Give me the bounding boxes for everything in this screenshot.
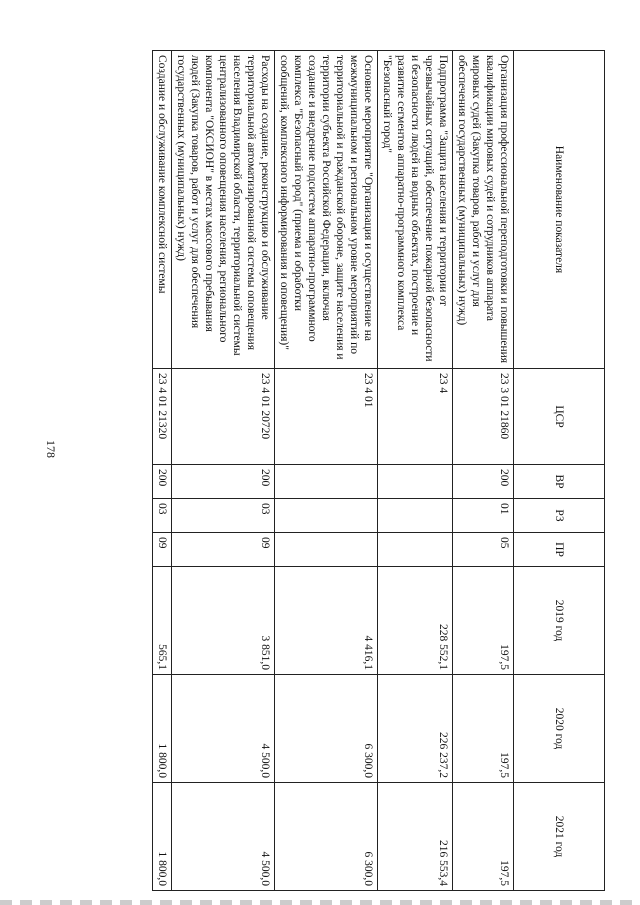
row-rz	[275, 499, 378, 533]
row-rz: 03	[153, 499, 172, 533]
row-2021: 197,5	[453, 783, 514, 891]
row-rz: 03	[172, 499, 275, 533]
row-2021: 4 500,0	[172, 783, 275, 891]
row-vr: 200	[172, 465, 275, 499]
row-2020: 4 500,0	[172, 675, 275, 783]
rotated-table-container	[110, 50, 605, 890]
row-2020: 1 800,0	[153, 675, 172, 783]
table-row	[378, 51, 453, 891]
header-2021: 2021 год	[514, 783, 605, 891]
row-vr	[378, 465, 453, 499]
row-csr: 23 3 01 21860	[453, 369, 514, 465]
table-row	[172, 51, 275, 891]
row-2020: 197,5	[453, 675, 514, 783]
table-row	[453, 51, 514, 891]
header-name: Наименование показателя	[514, 51, 605, 369]
table-row	[275, 51, 378, 891]
row-2020: 6 300,0	[275, 675, 378, 783]
row-name: Подпрограмма "Защита населения и территории от чрезвычайных ситуаций, обеспечение пожарной безопасности и безопасности людей на водных объектах, построение и развитие сегментов аппаратно-программного комплекса "Безопасный город"	[378, 51, 453, 369]
row-pr: 09	[172, 533, 275, 567]
row-2019: 228 552,1	[378, 567, 453, 675]
row-name: Создание и обслуживание комплексной системы	[153, 51, 172, 369]
row-pr: 09	[153, 533, 172, 567]
row-2019: 3 851,0	[172, 567, 275, 675]
row-csr: 23 4 01 20720	[172, 369, 275, 465]
row-pr	[378, 533, 453, 567]
row-vr: 200	[453, 465, 514, 499]
scan-edge-artifact	[0, 900, 640, 905]
row-csr: 23 4 01	[275, 369, 378, 465]
row-2021: 1 800,0	[153, 783, 172, 891]
header-2020: 2020 год	[514, 675, 605, 783]
row-csr: 23 4 01 21320	[153, 369, 172, 465]
page-number: 178	[44, 440, 58, 458]
table-header-row	[514, 51, 605, 891]
header-pr: ПР	[514, 533, 605, 567]
row-rz: 01	[453, 499, 514, 533]
row-pr: 05	[453, 533, 514, 567]
header-rz: РЗ	[514, 499, 605, 533]
table-row	[153, 51, 172, 891]
row-2019: 197,5	[453, 567, 514, 675]
row-name: Организация профессиональной переподготовки и повышения квалификации мировых судей и сотрудников аппарата мировых судей (Закупка товаров, работ и услуг для обеспечения государственных (муниципальных) нужд)	[453, 51, 514, 369]
row-2021: 6 300,0	[275, 783, 378, 891]
row-rz	[378, 499, 453, 533]
row-vr	[275, 465, 378, 499]
row-2020: 226 237,2	[378, 675, 453, 783]
header-csr: ЦСР	[514, 369, 605, 465]
row-vr: 200	[153, 465, 172, 499]
row-2019: 565,1	[153, 567, 172, 675]
row-name: Основное мероприятие "Организация и осуществление на межмуниципальном и региональном уровне мероприятий по территориальной и гражданской обороне, защите населения и территории субъекта Российской Федерации, включая создание и внедрение подсистем аппаратно-программного комплекса "Безопасный город" (приема и обработки сообщений, комплексного информирования и оповещения)"	[275, 51, 378, 369]
budget-table	[152, 50, 605, 891]
row-csr: 23 4	[378, 369, 453, 465]
header-2019: 2019 год	[514, 567, 605, 675]
header-vr: ВР	[514, 465, 605, 499]
row-name: Расходы на создание, реконструкцию и обслуживание территориальной автоматизированной системы оповещения населения Владимирской области, территориальной системы централизованного оповещения населения, регионального компонента "ОКСИОН" в местах массового пребывания людей (Закупка товаров, работ и услуг для обеспечения государственных (муниципальных) нужд)	[172, 51, 275, 369]
row-pr	[275, 533, 378, 567]
row-2019: 4 416,1	[275, 567, 378, 675]
row-2021: 216 553,4	[378, 783, 453, 891]
